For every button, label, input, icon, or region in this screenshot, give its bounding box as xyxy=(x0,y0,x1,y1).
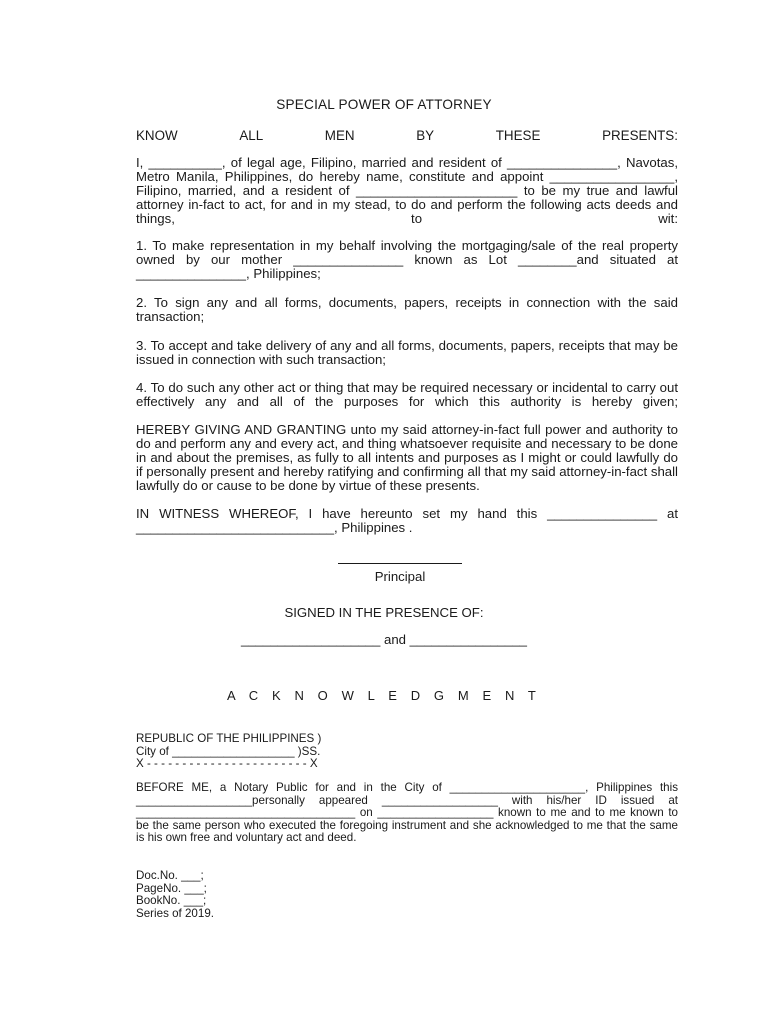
know-word: THESE xyxy=(495,128,541,143)
item-2: 2. To sign any and all forms, documents, papers, receipts in connection with the said transaction; xyxy=(136,295,678,324)
doc-no: Doc.No. ___; xyxy=(136,869,204,882)
document-title: SPECIAL POWER OF ATTORNEY xyxy=(276,97,492,112)
book-no: BookNo. ___; xyxy=(136,894,207,908)
notary-paragraph: BEFORE ME, a Notary Public for and in the City of _____________________, Philippines this __________________personally appeared __________________ with his/her ID issued at __________________________________ on __________________ known to me and to me known to be the same person who executed the foregoing instrument and she acknowledged to me that the same is his own free and voluntary act and deed. xyxy=(136,781,678,845)
signed-presence-heading: SIGNED IN THE PRESENCE OF: xyxy=(284,605,484,620)
city-line: City of ___________________ )SS. xyxy=(136,744,321,758)
page-no: PageNo. ___; xyxy=(136,881,207,895)
principal-signature-block xyxy=(16,552,768,584)
witness-signature-lines: ___________________ and ________________ xyxy=(240,632,528,647)
republic-line: REPUBLIC OF THE PHILIPPINES ) xyxy=(136,732,322,745)
witness-paragraph: IN WITNESS WHEREOF, I have hereunto set my hand this _______________ at ___________________________, Philippines . xyxy=(136,506,678,535)
item-1: 1. To make representation in my behalf involving the mortgaging/sale of the real property owned by our mother _______________ known as Lot ________and situated at _______________, Philippines; xyxy=(136,238,678,281)
know-word: ALL xyxy=(239,128,264,143)
granting-paragraph: HEREBY GIVING AND GRANTING unto my said attorney-in-fact full power and authority to do and perform any and every act, and thing whatsoever requisite and necessary to be done in and about the premises, as fully to all intents and purposes as I might or could lawfully do if personally present and hereby ratifying and confirming all that my said attorney-in-fact shall lawfully do or cause to be done by virtue of these presents. xyxy=(136,422,678,493)
series: Series of 2019. xyxy=(136,906,214,920)
know-word: BY xyxy=(416,128,435,143)
item-4: 4. To do such any other act or thing that may be required necessary or incidental to carry out effectively any and all of the purposes for which this authority is hereby given; xyxy=(136,380,678,409)
know-word: KNOW xyxy=(136,128,178,143)
x-line: X - - - - - - - - - - - - - - - - - - - - - - - X xyxy=(136,757,318,771)
item-3: 3. To accept and take delivery of any and all forms, documents, papers, receipts that may be issued in connection with such transaction; xyxy=(136,338,678,367)
principal-signature-line xyxy=(338,562,462,564)
acknowledgment-title: A C K N O W L E D G M E N T xyxy=(227,688,541,703)
intro-paragraph: I, __________, of legal age, Filipino, married and resident of _______________, Navotas, Metro Manila, Philippines, do hereby name, constitute and appoint _________________, Filipino, married, and a resident of ______________________ to be my true and lawful attorney in-fact to act, for and in my stead, to do and perform the following acts deeds and things, to wit: xyxy=(136,155,678,226)
know-word: PRESENTS: xyxy=(602,128,678,143)
notarial-register-block xyxy=(136,870,678,920)
principal-label: Principal xyxy=(374,569,426,584)
know-word: MEN xyxy=(324,128,355,143)
venue-block xyxy=(136,733,678,771)
know-all-men-line xyxy=(136,128,678,143)
